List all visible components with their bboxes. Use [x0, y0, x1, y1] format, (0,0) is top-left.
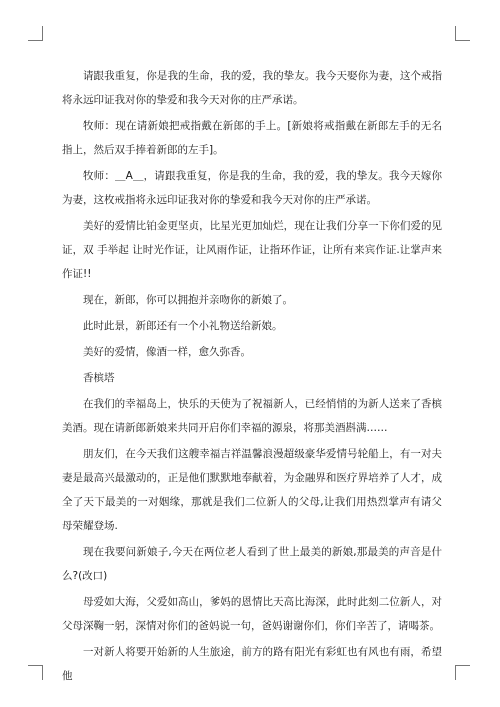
section-heading-champagne: 香槟塔 — [83, 372, 115, 384]
paragraph-vow-groom: 请跟我重复，你是我的生命，我的爱，我的挚友。我今天娶你为妻，这个戒指将永远印证我对你的挚爱和我今天对你的庄严承诺。 — [62, 70, 442, 106]
paragraph-priest-ring: 牧师：现在请新娘把戒指戴在新郎的手上。[新娘将戒指戴在新郎左手的无名指上，然后双手捧着新郎的左手]。 — [62, 120, 442, 156]
document-body — [62, 64, 442, 690]
crop-mark-bottom-left — [28, 665, 43, 680]
paragraph-vow-bride: 牧师：＿A＿，请跟我重复，你是我的生命，我的爱，我的挚友。我今天嫁你为妻，这枚戒指将永远印证我对你的挚爱和我今天对你的庄严承诺。 — [62, 170, 442, 206]
paragraph-question: 现在我要问新娘子,今天在两位老人看到了世上最美的新娘,那最美的声音是什么?(改口) — [62, 546, 442, 582]
paragraph-love-wine: 美好的爱情，像酒一样，愈久弥香。 — [83, 346, 251, 358]
paragraph-champagne: 在我们的幸福岛上，快乐的天使为了祝福新人，已经悄悄的为新人送来了香槟美酒。现在请新郎新娘来共同开启你们幸福的源泉，将那美酒斟满…… — [62, 398, 442, 434]
paragraph-gift: 此时此景，新郎还有一个小礼物送给新娘。 — [83, 320, 283, 332]
paragraph-kiss: 现在，新郎，你可以拥抱并亲吻你的新娘了。 — [83, 294, 293, 306]
crop-mark-top-right — [455, 26, 470, 41]
crop-mark-bottom-right — [455, 665, 470, 680]
paragraph-journey: 一对新人将要开始新的人生旅途，前方的路有阳光有彩虹也有风也有雨，希望他 — [62, 646, 442, 682]
paragraph-tea: 母爱如大海，父爱如高山，爹妈的恩情比天高比海深，此时此刻二位新人，对父母深鞠一躬，深情对你们的爸妈说一句，爸妈谢谢你们，你们辛苦了，请喝茶。 — [62, 596, 442, 632]
crop-mark-top-left — [28, 26, 43, 41]
paragraph-parents: 朋友们，在今天我们这艘幸福吉祥温馨浪漫超级豪华爱情号轮船上，有一对夫妻是最高兴最激动的，正是他们默默地奉献着，为金融界和医疗界培养了人才，成全了天下最美的一对姻缘，那就是我们二位新人的父母,让我们用热烈掌声有请父母荣耀登场. — [62, 448, 442, 532]
paragraph-witness: 美好的爱情比铂金更坚贞，比星光更加灿烂，现在让我们分享一下你们爱的见证，双 手举起 让时光作证，让风雨作证，让指环作证，让所有来宾作证.让掌声来作证!! — [62, 220, 442, 280]
